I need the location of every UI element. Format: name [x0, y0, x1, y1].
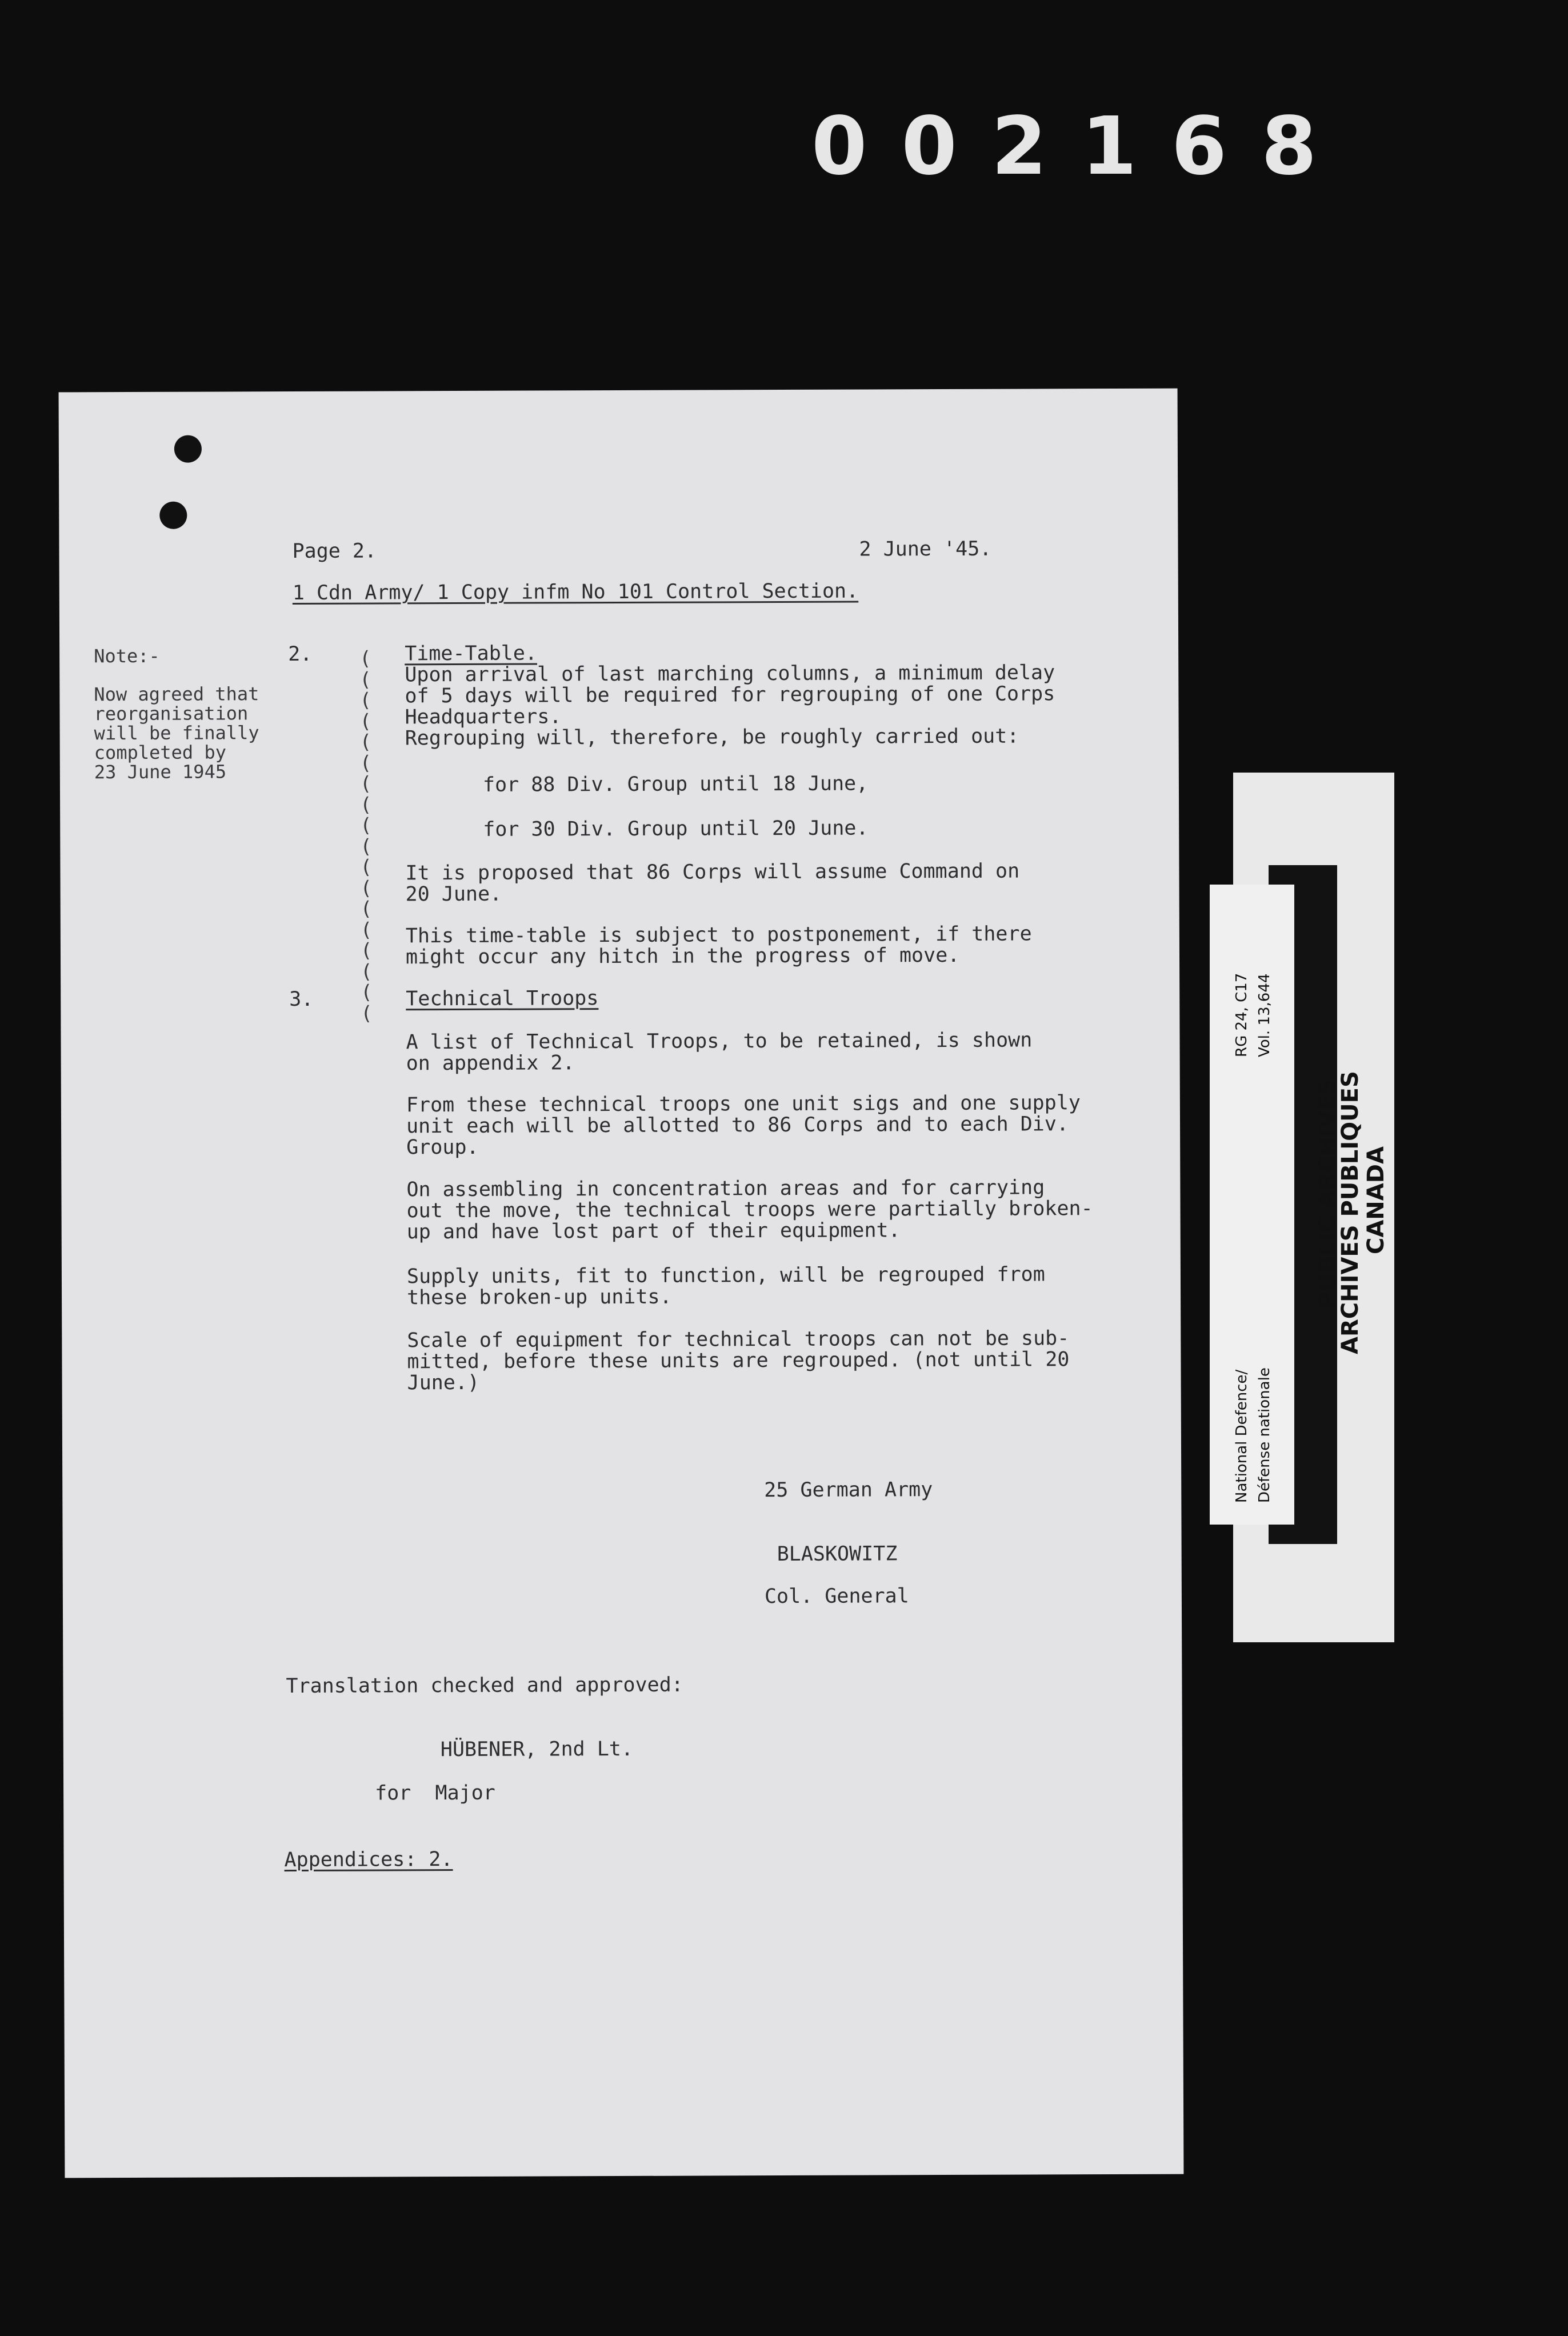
archive-country: CANADA: [1363, 1146, 1389, 1254]
appendices-line: Appendices: 2.: [284, 1848, 453, 1872]
signature-army: 25 German Army: [764, 1478, 933, 1502]
schedule-line: for 88 Div. Group until 18 June,: [482, 772, 869, 797]
margin-brackets: ( ( ( ( ( ( ( ( ( ( ( ( ( ( ( ( ( (: [359, 647, 373, 1025]
document-date: 2 June '45.: [859, 537, 992, 561]
section-paragraph: This time-table is subject to postponement, if there might occur any hitch in the progress of move.: [405, 922, 1032, 969]
distribution-line: 1 Cdn Army/ 1 Copy infm No 101 Control Section.: [292, 579, 859, 605]
section-paragraph: On assembling in concentration areas and for carrying out the move, the technical troops were partially broken- up and have lost part of their equipment.: [406, 1176, 1093, 1244]
translator-for: for Major: [375, 1781, 495, 1805]
archive-dept-en: National Defence/: [1233, 1369, 1250, 1503]
section-number: 3.: [289, 987, 314, 1011]
punch-hole: [159, 502, 187, 529]
archive-rg: RG 24, C17: [1233, 973, 1250, 1057]
translation-line: Translation checked and approved:: [286, 1673, 683, 1698]
archive-label-inner: [1210, 885, 1294, 1525]
margin-note-line: reorganisation: [94, 702, 249, 725]
margin-note-line: Now agreed that: [94, 683, 259, 706]
section-paragraph: From these technical troops one unit sigs and one supply unit each will be allotted to 86 Corps and to each Div. Group.: [406, 1091, 1081, 1159]
punch-hole: [174, 435, 202, 463]
margin-note-title: Note:-: [94, 645, 160, 667]
page-number: Page 2.: [292, 539, 377, 563]
document-page: [59, 389, 1184, 2178]
section-paragraph: Scale of equipment for technical troops can not be sub- mitted, before these units are regrouped. (not until 20 June.): [407, 1327, 1070, 1395]
section-paragraph: Upon arrival of last marching columns, a minimum delay of 5 days will be required for regrouping of one Corps Headquarters. Regrouping will, therefore, be roughly carried out:: [405, 661, 1055, 750]
frame-number: 002168: [811, 100, 1351, 193]
section-paragraph: Supply units, fit to function, will be regrouped from these broken-up units.: [406, 1263, 1045, 1310]
schedule-line: for 30 Div. Group until 20 June.: [483, 817, 869, 841]
archive-volume: Vol. 13,644: [1256, 973, 1273, 1057]
section-paragraph: It is proposed that 86 Corps will assume Command on 20 June.: [405, 859, 1020, 906]
section-paragraph: A list of Technical Troops, to be retained, is shown on appendix 2.: [406, 1029, 1033, 1075]
margin-note-line: completed by: [94, 741, 227, 764]
signature-name: BLASKOWITZ: [777, 1542, 898, 1566]
margin-note-line: 23 June 1945: [94, 761, 227, 783]
margin-note-line: will be finally: [94, 722, 259, 745]
archive-dept-fr: Défense nationale: [1256, 1367, 1273, 1503]
signature-rank: Col. General: [764, 1585, 909, 1609]
translator-name: HÜBENER, 2nd Lt.: [440, 1737, 634, 1762]
section-title: Time-Table.: [405, 642, 538, 666]
section-number: 2.: [288, 642, 313, 666]
archive-title: PUBLIC ARCHIVES: [1314, 1078, 1341, 1309]
archive-title-fr: ARCHIVES PUBLIQUES: [1337, 1071, 1363, 1354]
section-title: Technical Troops: [406, 987, 599, 1011]
